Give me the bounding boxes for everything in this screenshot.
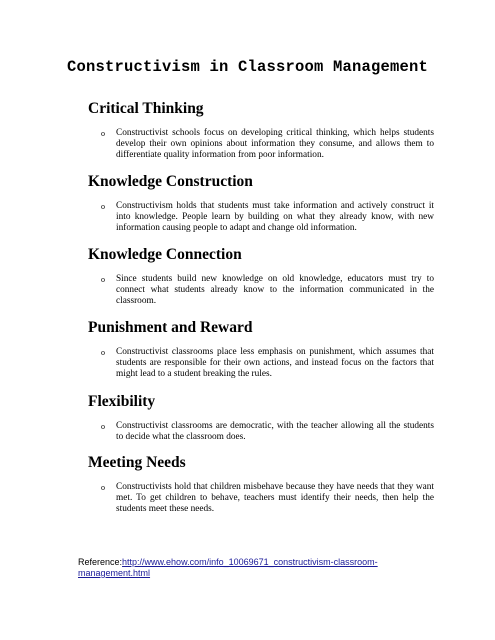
section-meeting-needs: [88, 454, 448, 515]
reference-label: Reference:: [78, 557, 123, 567]
section-flexibility: [88, 393, 448, 443]
section-heading: Meeting Needs: [88, 454, 186, 471]
bullet-icon: o: [101, 348, 105, 357]
bullet-text: Since students build new knowledge on old knowledge, educators must try to connect what students already know to the information communicated in the classroom.: [116, 274, 434, 306]
bullet-icon: o: [101, 202, 105, 211]
list-item: [88, 482, 448, 515]
bullet-icon: o: [101, 129, 105, 138]
section-critical-thinking: [88, 100, 448, 161]
bullet-text: Constructivist classrooms are democratic, with the teacher allowing all the students to decide what the classroom does.: [116, 421, 434, 442]
list-item: [88, 421, 448, 443]
section-heading: Punishment and Reward: [88, 319, 253, 336]
bullet-text: Constructivist classrooms place less emphasis on punishment, which assumes that students are responsible for their own actions, and instead focus on the factors that might lead to a student breaking the rules.: [116, 347, 434, 379]
list-item: [88, 347, 448, 380]
section-heading: Knowledge Construction: [88, 173, 253, 190]
reference: [78, 557, 408, 579]
bullet-text: Constructivists hold that children misbehave because they have needs that they want met. To get children to behave, teachers must identify their needs, then help the students meet these needs.: [116, 482, 434, 514]
section-knowledge-construction: [88, 173, 448, 234]
section-punishment-and-reward: [88, 319, 448, 380]
bullet-text: Constructivism holds that students must take information and actively construct it into knowledge. People learn by building on what they already know, with new information causing people to adapt and change old information.: [116, 201, 434, 233]
section-knowledge-connection: [88, 246, 448, 307]
section-heading: Critical Thinking: [88, 100, 204, 117]
bullet-icon: o: [101, 422, 105, 431]
list-item: [88, 201, 448, 234]
bullet-text: Constructivist schools focus on developing critical thinking, which helps students develop their own opinions about information they consume, and allows them to differentiate quality information from poor information.: [116, 128, 434, 160]
list-item: [88, 274, 448, 307]
list-item: [88, 128, 448, 161]
reference-link[interactable]: http://www.ehow.com/info_10069671_constructivism-classroom-management.html: [78, 557, 378, 578]
document-title: Constructivism in Classroom Management: [66, 58, 429, 76]
section-heading: Knowledge Connection: [88, 246, 242, 263]
section-heading: Flexibility: [88, 393, 156, 410]
bullet-icon: o: [101, 275, 105, 284]
bullet-icon: o: [101, 483, 105, 492]
